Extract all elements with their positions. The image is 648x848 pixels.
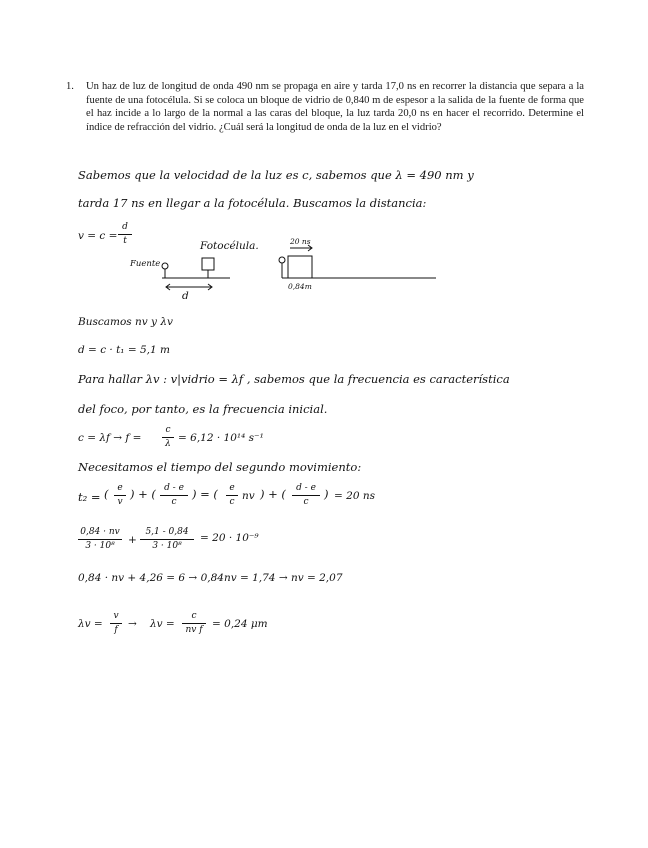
t2-lhs: t₂ = — [78, 490, 101, 504]
label-distance-d: d — [182, 290, 189, 302]
numeric-fraction-2: 5,1 - 0,84 3 · 10⁸ — [140, 527, 194, 552]
t2-rhs: = 20 ns — [334, 490, 375, 502]
solution-line-11: 0,84 · nv + 4,26 = 6 → 0,84nv = 1,74 → nv = 2,07 — [78, 572, 343, 584]
frequency-fraction: c λ — [162, 425, 174, 450]
velocity-fraction: d t — [118, 222, 132, 247]
wavelength-rhs: = 0,24 μm — [212, 618, 268, 630]
source-circle — [162, 263, 168, 269]
numeric-fraction-1: 0,84 · nv 3 · 10⁸ — [78, 527, 122, 552]
frequency-equation-rhs: = 6,12 · 10¹⁴ s⁻¹ — [178, 432, 264, 444]
frequency-equation-lhs: c = λf → f = — [78, 432, 142, 444]
label-time: 20 ns — [290, 237, 311, 246]
wavelength-lhs: λv = — [78, 618, 103, 630]
solution-line-5: Para hallar λv : v|vidrio = λf , sabemos que la frecuencia es característica — [78, 372, 510, 386]
solution-line-2: tarda 17 ns en llegar a la fotocélula. Buscamos la distancia: — [78, 196, 427, 210]
problem-number: 1. — [66, 81, 74, 92]
label-fotocelula: Fotocélula. — [200, 240, 259, 252]
document-page: 1. Un haz de luz de longitud de onda 490 nm se propaga en aire y tarda 17,0 ns en recorrer la distancia que separa a la fuente de una fotocélula. Si se coloca un bloque de vidrio de 0,840 m de espesor a la salida de la fuente de forma que el haz incide a lo largo de la normal a las caras del bloque, la luz tarda 20,0 ns en hacer el recorrido. Determine el índice de refracción del vidrio. ¿Cuál será la longitud de onda de la luz en el vidrio? Sabemos que la velocidad de la luz es c, sabemos que λ = 490 nm y tarda 17 ns en llegar a la fotocélula. Buscamos la distancia: v = c = d t Fuente Fotocélula. d 20 ns 0,84m Buscamos nv y λv d = c · t₁ = 5,1 m Para hallar λv : v|vidrio = λf , sabemos que la frecuencia es característica del foco, por tanto, es la frecuencia inicial. c = λf → f = c λ = 6,12 · 10¹⁴ s⁻¹ Necesitamos el tiempo del segundo movimiento: t₂ = ( e v ) + ( d - e c ) = ( e c nv ) + ( d - e c ) = 20 ns 0,84 · nv 3 · 10⁸ + 5,1 - 0,84 3 · 10⁸ = 20 · 10⁻⁹ 0,84 · nv + 4,26 = 6 → 0,84nv = 1,74 → nv = 2,07 λv = v f → λv = c nv f = 0,24 μm — [0, 0, 648, 848]
wavelength-fraction-2: c nv f — [182, 611, 206, 636]
solution-line-3: Buscamos nv y λv — [78, 316, 173, 328]
label-thickness: 0,84m — [288, 282, 312, 291]
t2-fraction-1: e v — [114, 483, 126, 508]
wavelength-fraction-1: v f — [110, 611, 122, 636]
solution-line-1: Sabemos que la velocidad de la luz es c, sabemos que λ = 490 nm y — [78, 168, 474, 182]
source-circle-2 — [279, 257, 285, 263]
solution-line-8: Necesitamos el tiempo del segundo movimiento: — [78, 460, 362, 474]
solution-line-4: d = c · t₁ = 5,1 m — [78, 344, 170, 356]
problem-text: Un haz de luz de longitud de onda 490 nm se propaga en aire y tarda 17,0 ns en recorrer la distancia que separa a la fuente de una fotocélula. Si se coloca un bloque de vidrio de 0,840 m de espesor a la salida de la fuente de forma que el haz incide a lo largo de la normal a las caras del bloque, la luz tarda 20,0 ns en hacer el recorrido. Determine el índice de refracción del vidrio. ¿Cuál será la longitud de onda de la luz en el vidrio? — [86, 81, 584, 133]
solution-line-6: del foco, por tanto, es la frecuencia inicial. — [78, 402, 328, 416]
photocell-box — [202, 258, 214, 270]
label-fuente: Fuente — [130, 259, 161, 269]
numeric-rhs: = 20 · 10⁻⁹ — [200, 532, 259, 544]
velocity-equation-lhs: v = c = — [78, 230, 118, 242]
t2-fraction-2: d - e c — [160, 483, 188, 508]
glass-block — [288, 256, 312, 278]
t2-fraction-3: e c — [226, 483, 238, 508]
t2-fraction-4: d - e c — [292, 483, 320, 508]
